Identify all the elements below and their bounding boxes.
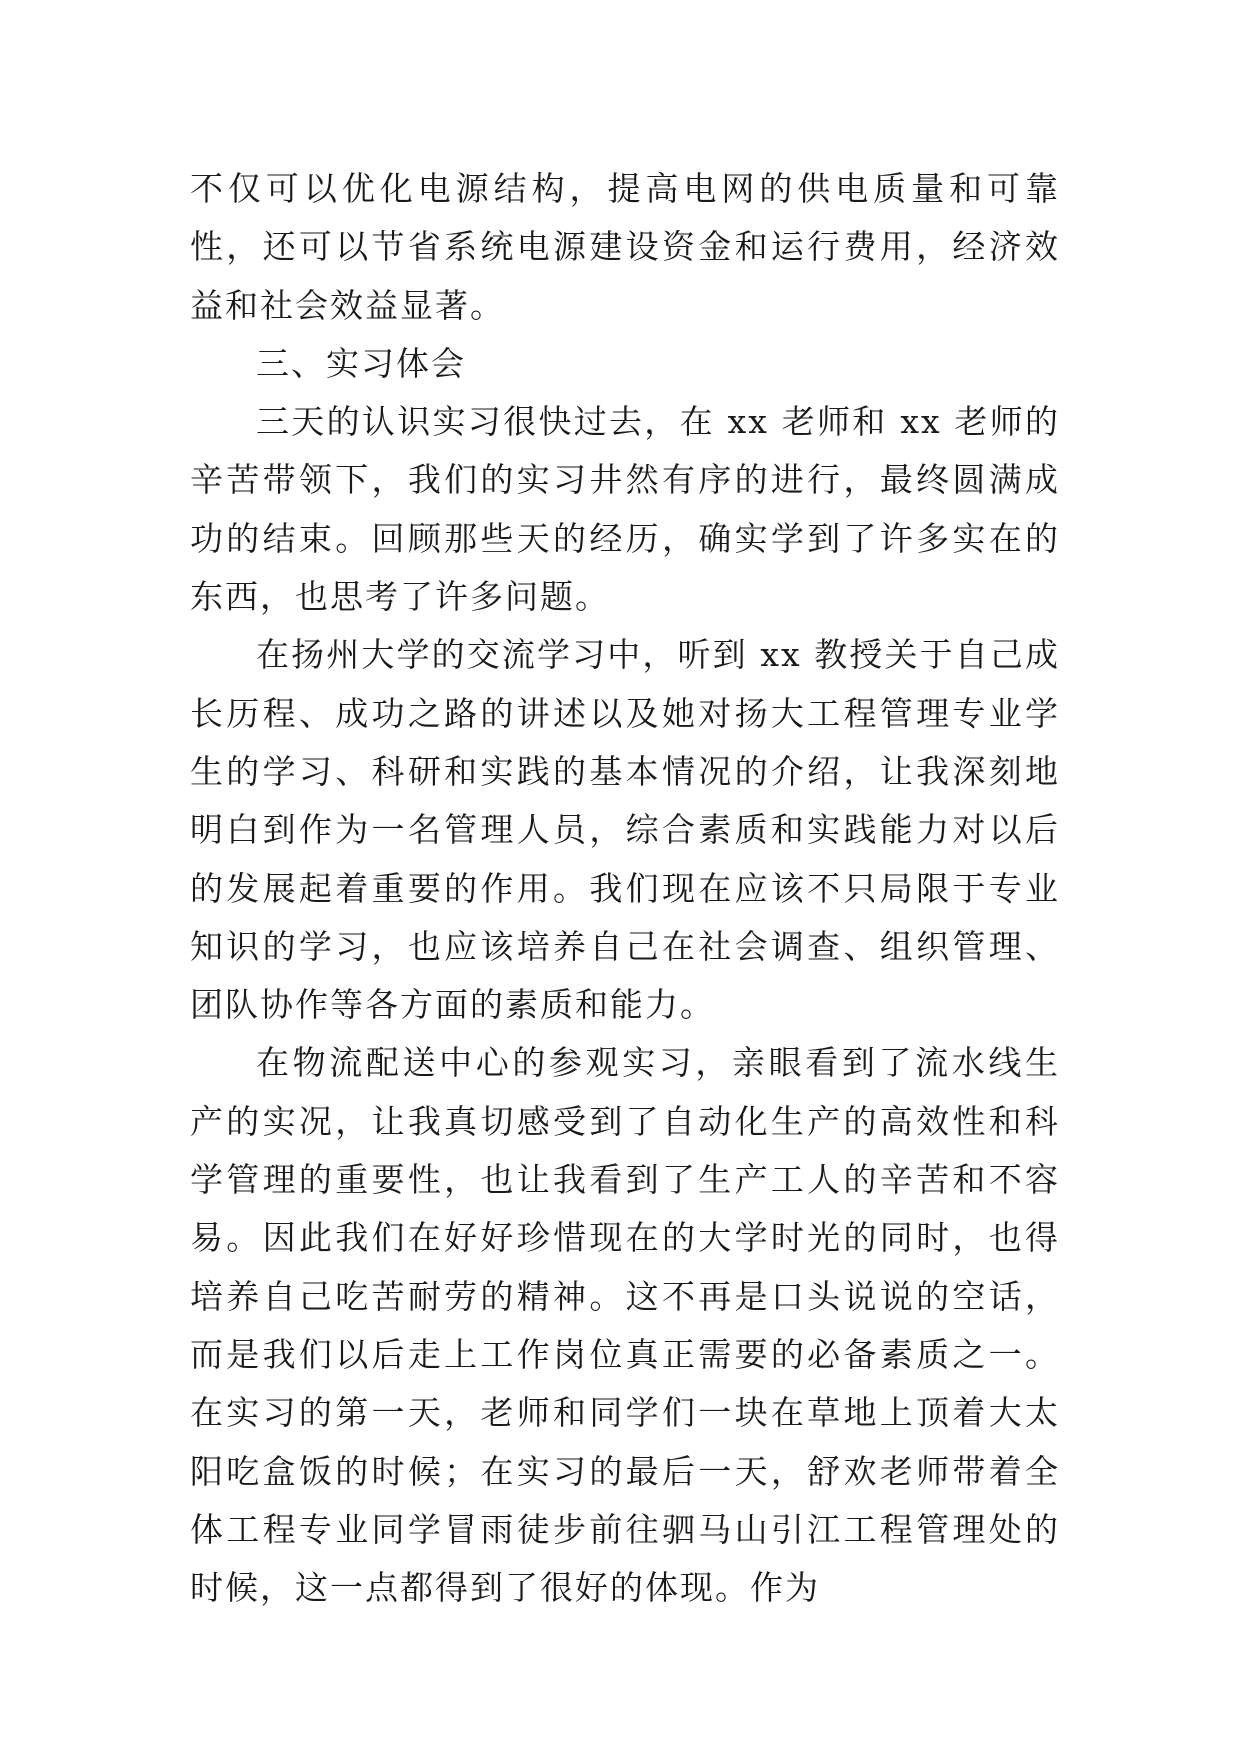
paragraph-continuation: 不仅可以优化电源结构，提高电网的供电质量和可靠性，还可以节省系统电源建设资金和运行费用，经济效益和社会效益显著。 — [190, 169, 1060, 325]
paragraph-overview: 三天的认识实习很快过去，在 xx 老师和 xx 老师的辛苦带领下，我们的实习井然有序的进行，最终圆满成功的结束。回顾那些天的经历，确实学到了许多实在的东西，也思考了许多问题。 — [190, 402, 1060, 617]
section-heading: 三、实习体会 — [256, 343, 466, 383]
paragraph-university-exchange: 在扬州大学的交流学习中，听到 xx 教授关于自己成长历程、成功之路的讲述以及她对扬大工程管理专业学生的学习、科研和实践的基本情况的介绍，让我深刻地明白到作为一名管理人员，综合素质和实践能力对以后的发展起着重要的作用。我们现在应该不只局限于专业知识的学习，也应该培养自己在社会调查、组织管理、团队协作等各方面的素质和能力。 — [190, 635, 1060, 1025]
paragraph-logistics-visit: 在物流配送中心的参观实习，亲眼看到了流水线生产的实况，让我真切感受到了自动化生产的高效性和科学管理的重要性，也让我看到了生产工人的辛苦和不容易。因此我们在好好珍惜现在的大学时光的同时，也得培养自己吃苦耐劳的精神。这不再是口头说说的空话，而是我们以后走上工作岗位真正需要的必备素质之一。在实习的第一天，老师和同学们一块在草地上顶着大太阳吃盒饭的时候；在实习的最后一天，舒欢老师带着全体工程专业同学冒雨徒步前往驷马山引江工程管理处的时候，这一点都得到了很好的体现。作为 — [190, 1043, 1060, 1608]
document-body — [190, 160, 1060, 1617]
